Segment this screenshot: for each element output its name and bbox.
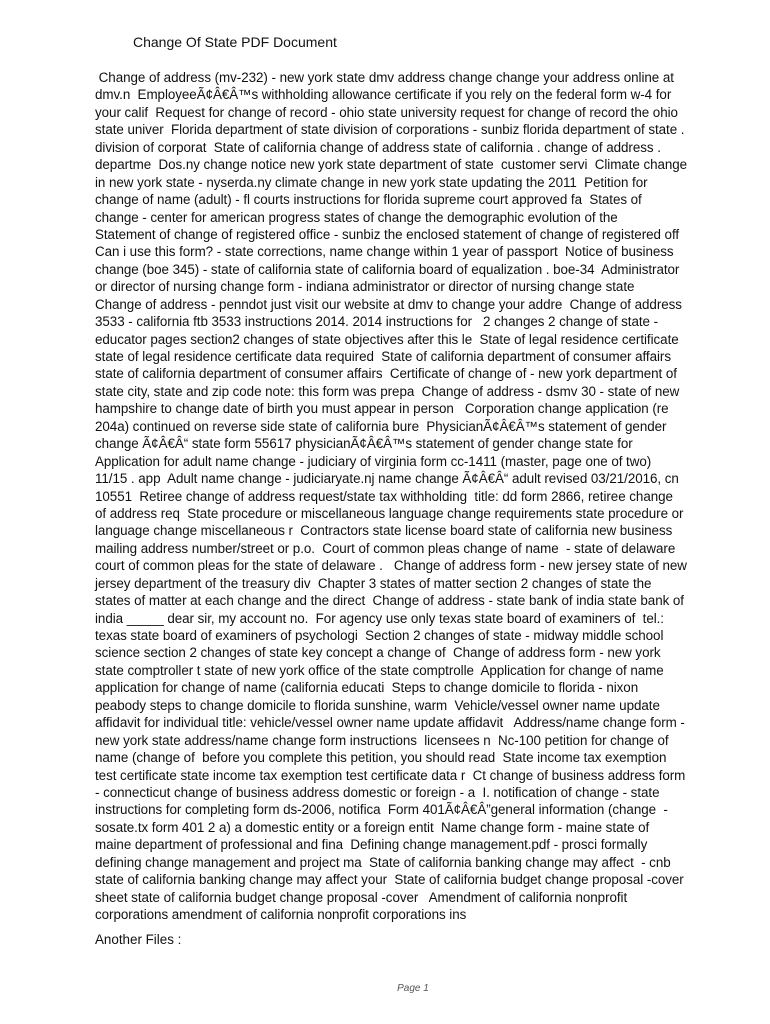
body-line: 10551 Retiree change of address request/state tax withholding title: dd form 2866, retiree change [95, 488, 673, 504]
document-body-text [95, 69, 735, 923]
body-line: in new york state - nyserda.ny climate change in new york state updating the 2011 Petition for [95, 174, 648, 190]
body-line: educator pages section2 changes of state objectives after this le State of legal residence certificate [95, 331, 679, 347]
body-line: state of california banking change may affect your State of california budget change proposal -cover [95, 872, 684, 888]
body-line: your calif Request for change of record - ohio state university request for change of record the ohio [95, 104, 678, 120]
page-number-footer [0, 983, 770, 995]
body-line: peabody steps to change domicile to florida sunshine, warm Vehicle/vessel owner name update [95, 697, 660, 713]
body-line: hampshire to change date of birth you must appear in person Corporation change application (re [95, 401, 669, 417]
body-line: - connecticut change of business address domestic or foreign - a I. notification of change - state [95, 784, 660, 800]
body-line: states of matter at each change and the direct Change of address - state bank of india state bank of [95, 593, 684, 609]
body-line: change (boe 345) - state of california state of california board of equalization . boe-34 Administrator [95, 261, 680, 277]
body-line: test certificate state income tax exemption test certificate data r Ct change of business address form [95, 767, 686, 783]
body-line: state of legal residence certificate data required State of california department of consumer affairs [95, 349, 671, 364]
body-line: science section 2 changes of state key concept a change of Change of address form - new york [95, 645, 661, 661]
body-line: language change miscellaneous r Contractors state license board state of california new business [95, 523, 673, 539]
body-line: defining change management and project ma State of california banking change may affect - cnb [95, 854, 671, 870]
body-line: division of corporat State of california change of address state of california . change of address . [95, 139, 661, 155]
body-line: Can i use this form? - state corrections, name change within 1 year of passport Notice of business [95, 244, 674, 260]
another-files-label: Another Files : [95, 932, 182, 947]
body-line: change Ã¢Â€Â“ state form 55617 physicianÃ¢Â€Â™s statement of gender change state for [95, 436, 633, 452]
body-line: or director of nursing change form - indiana administrator or director of nursing change state [95, 279, 635, 295]
body-line: sheet state of california budget change proposal -cover Amendment of california nonprofit [95, 889, 628, 905]
body-line: name (change of before you complete this petition, you should read State income tax exemption [95, 750, 667, 766]
body-line: application for change of name (california educati Steps to change domicile to florida - nixon [95, 680, 639, 696]
document-title: Change Of State PDF Document [133, 34, 337, 50]
body-line: of address req State procedure or miscellaneous language change requirements state procedure or [95, 505, 684, 521]
body-line: change - center for american progress states of change the demographic evolution of the [95, 209, 618, 225]
body-line: 3533 - california ftb 3533 instructions 2014. 2014 instructions for 2 changes 2 change of state - [95, 314, 659, 330]
body-line: change of name (adult) - fl courts instructions for florida supreme court approved fa States of [95, 192, 642, 208]
body-line: Change of address (mv-232) - new york state dmv address change change your address online at [95, 70, 674, 85]
body-line: state comptroller t state of new york office of the state comptrolle Application for change of name [95, 662, 664, 678]
body-line: dmv.n EmployeeÃ¢Â€Â™s withholding allowance certificate if you rely on the federal form w-4 for [95, 87, 672, 103]
body-line: Change of address - penndot just visit our website at dmv to change your addre Change of address [95, 296, 682, 312]
page-number: Page 1 [397, 983, 429, 994]
body-line: 204a) continued on reverse side state of california bure PhysicianÃ¢Â€Â™s statement of gender [95, 418, 667, 434]
body-line: state city, state and zip code note: this form was prepa Change of address - dsmv 30 - state of new [95, 383, 680, 399]
body-line: maine department of professional and fina Defining change management.pdf - prosci formally [95, 837, 648, 853]
body-line: departme Dos.ny change notice new york state department of state customer servi Climate change [95, 157, 688, 173]
body-line: sosate.tx form 401 2 a) a domestic entity or a foreign entit Name change form - maine state of [95, 819, 650, 835]
body-line: state of california department of consumer affairs Certificate of change of - new york department of [95, 366, 677, 382]
body-line: mailing address number/street or p.o. Court of common pleas change of name - state of delaware [95, 540, 676, 556]
body-line: india _____ dear sir, my account no. For agency use only texas state board of examiners of tel.: [95, 610, 664, 626]
body-line: new york state address/name change form instructions licensees n Nc-100 petition for change of [95, 732, 669, 748]
body-line: 11/15 . app Adult name change - judiciaryate.nj name change Ã¢Â€Â“ adult revised 03/21/2016, cn [95, 471, 679, 487]
body-line: corporations amendment of california nonprofit corporations ins [95, 907, 467, 922]
body-line: jersey department of the treasury div Chapter 3 states of matter section 2 changes of state the [95, 575, 652, 591]
body-line: Application for adult name change - judiciary of virginia form cc-1411 (master, page one of two) [95, 453, 652, 469]
body-line: court of common pleas for the state of delaware . Change of address form - new jersey state of new [95, 558, 687, 574]
body-line: Statement of change of registered office - sunbiz the enclosed statement of change of registered off [95, 226, 680, 242]
body-line: texas state board of examiners of psychologi Section 2 changes of state - midway middle school [95, 628, 664, 643]
body-line: instructions for completing form ds-2006, notifica Form 401Ã¢Â€Â”general information (change - [95, 802, 668, 818]
body-line: state univer Florida department of state division of corporations - sunbiz florida department of state . [95, 122, 685, 138]
body-line: affidavit for individual title: vehicle/vessel owner name update affidavit Address/name change form - [95, 715, 685, 731]
